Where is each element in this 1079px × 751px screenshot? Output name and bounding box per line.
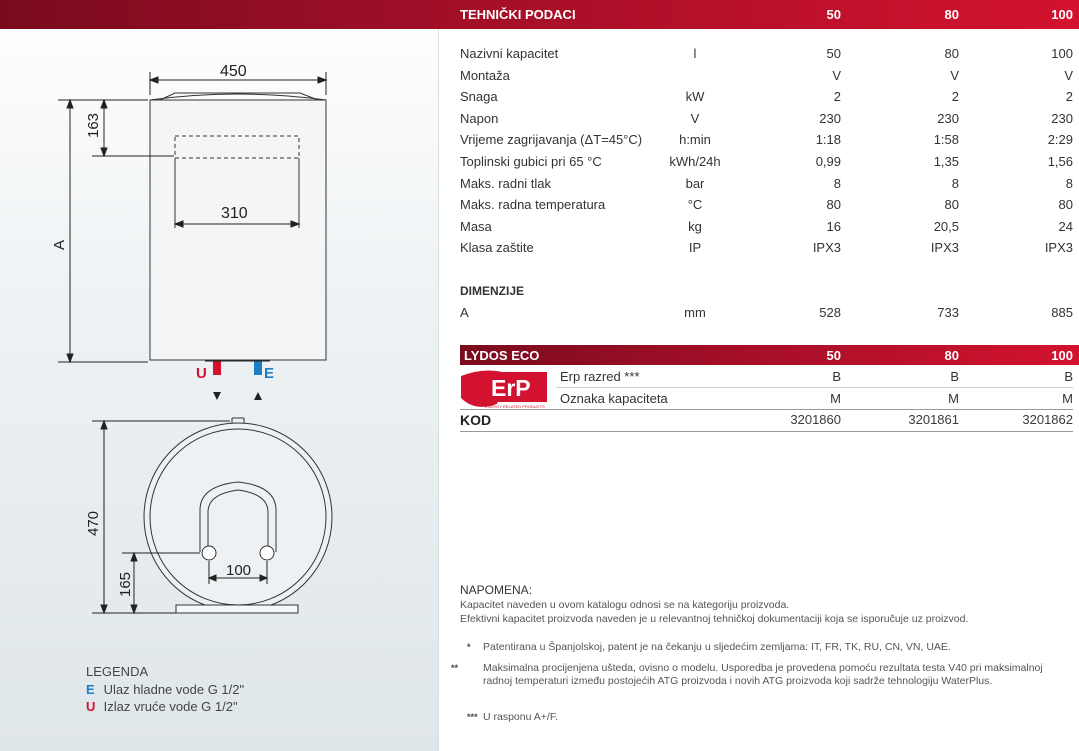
spec-name: Snaga <box>460 89 498 105</box>
dim-pipe-height: 165 <box>117 571 134 597</box>
spec-value-50: IPX3 <box>812 240 841 256</box>
dimension-row <box>460 303 1073 323</box>
spec-value-80: 230 <box>937 110 959 126</box>
capacity-row <box>560 389 1073 409</box>
lydos-col-100: 100 <box>1051 348 1073 363</box>
spec-name: Napon <box>460 110 499 126</box>
spec-row <box>460 44 1073 64</box>
spec-value-100: 2 <box>1065 89 1073 105</box>
spec-value-100: 8 <box>1065 175 1073 191</box>
kod-row <box>460 410 1073 432</box>
legend-letter-u: U <box>86 699 96 714</box>
drawing-panel <box>0 0 439 751</box>
spec-name: Maks. radni tlak <box>460 175 552 191</box>
spec-row <box>460 238 1073 258</box>
spec-row <box>460 87 1073 107</box>
technical-drawing <box>0 0 438 751</box>
spec-row <box>460 195 1073 215</box>
spec-value-50: V <box>832 67 841 83</box>
napomena-line1: Kapacitet naveden u ovom katalogu odnosi se na kategoriju proizvoda. <box>460 599 790 611</box>
spec-name: Vrijeme zagrijavanja (ΔT=45°C) <box>460 132 643 148</box>
footnote-2: ** Maksimalna procijenjena ušteda, ovisno o modelu. Usporedba je provedena pomoću rezultata testa V40 pri maksimalnoj radnoj temperaturi između postojećih ATG proizvoda i novih ATG proizvoda koji sadrže tehnologiju WaterPlus. <box>451 662 1043 687</box>
capacity-v1: M <box>830 391 841 406</box>
spec-value-100: 100 <box>1051 46 1073 61</box>
spec-value-100: 80 <box>1058 197 1073 213</box>
hot-water-pipe <box>213 361 221 375</box>
label-e: E <box>264 365 275 382</box>
pipe-left <box>202 546 216 560</box>
footnote-mark: * <box>467 642 471 652</box>
erp-v2: B <box>950 369 959 384</box>
bottom-view <box>144 418 332 613</box>
napomena-line2: Efektivni kapacitet proizvoda naveden je u relevantnoj tehničkoj dokumentaciji koja se isporučuje uz proizvod. <box>460 613 969 625</box>
spec-unit: kg <box>688 218 702 234</box>
spec-value-80: IPX3 <box>930 240 959 256</box>
spec-value-80: 1,35 <box>933 154 959 169</box>
spec-name: Masa <box>460 218 492 234</box>
dimension-v2: 733 <box>937 305 959 320</box>
legend-text-e: Ulaz hladne vode G 1/2" <box>103 682 245 697</box>
header-bar <box>0 0 1079 29</box>
spec-value-80: 8 <box>951 175 959 191</box>
legend-item-e <box>86 682 244 697</box>
header-col-80: 80 <box>944 7 959 22</box>
spec-row <box>460 174 1073 194</box>
spec-value-50: 1:18 <box>815 132 841 148</box>
spec-unit: kWh/24h <box>669 154 721 169</box>
spec-value-80: 80 <box>944 197 959 213</box>
dim-height: A <box>51 239 68 250</box>
spec-unit: bar <box>685 175 705 191</box>
dimensions-title: DIMENZIJE <box>460 284 525 298</box>
spec-row <box>460 109 1073 129</box>
napomena-title: NAPOMENA: <box>460 583 533 597</box>
lydos-title: LYDOS ECO <box>464 348 540 363</box>
arrow-up-icon <box>254 392 262 400</box>
footnote-mark: ** <box>451 663 459 673</box>
spec-value-100: 1,56 <box>1047 154 1073 169</box>
spec-row <box>460 66 1073 86</box>
spec-name: Toplinski gubici pri 65 °C <box>460 154 602 169</box>
divider <box>556 387 1073 388</box>
spec-value-50: 16 <box>826 218 841 234</box>
capacity-name: Oznaka kapaciteta <box>560 391 668 406</box>
dimension-v3: 885 <box>1051 305 1073 320</box>
spec-value-80: 80 <box>944 46 959 61</box>
spec-name: Nazivni kapacitet <box>460 46 559 61</box>
kod-v2: 3201861 <box>908 412 959 427</box>
spec-row <box>460 152 1073 172</box>
header-col-100: 100 <box>1051 7 1073 22</box>
spec-value-50: 80 <box>826 197 841 213</box>
front-view <box>150 93 326 360</box>
legend-letter-e: E <box>86 682 95 697</box>
spec-name: Klasa zaštite <box>460 240 534 256</box>
spec-row <box>460 217 1073 237</box>
label-u: U <box>196 365 207 382</box>
spec-value-80: 2 <box>951 89 959 105</box>
spec-name: Montaža <box>460 67 510 83</box>
spec-unit: kW <box>685 89 705 105</box>
legend-title: LEGENDA <box>86 664 149 679</box>
spec-value-80: V <box>950 67 959 83</box>
svg-text:ErP: ErP <box>491 375 531 401</box>
spec-value-50: 0,99 <box>815 154 841 169</box>
footnote-1: * Patentirana u Španjolskoj, patent je na čekanju u sljedećim zemljama: IT, FR, TK, RU, CN, VN, UAE. <box>467 641 951 653</box>
spec-value-50: 230 <box>819 110 841 126</box>
kod-v3: 3201862 <box>1022 412 1073 427</box>
capacity-v3: M <box>1062 391 1073 406</box>
spec-name: Maks. radna temperatura <box>460 197 606 213</box>
kod-v1: 3201860 <box>790 412 841 427</box>
spec-unit: °C <box>687 197 703 213</box>
cold-water-pipe <box>254 361 262 375</box>
spec-row <box>460 130 1073 150</box>
spec-value-100: IPX3 <box>1044 240 1073 256</box>
spec-unit: h:min <box>679 132 711 148</box>
kod-label: KOD <box>460 412 492 428</box>
spec-value-100: 24 <box>1058 218 1073 234</box>
dim-pipe-spacing: 100 <box>226 562 252 579</box>
lydos-bar <box>460 345 1079 365</box>
dim-width: 450 <box>220 63 247 80</box>
header-col-50: 50 <box>826 7 841 22</box>
divider <box>460 431 1073 432</box>
spec-value-100: 2:29 <box>1047 132 1073 148</box>
capacity-v2: M <box>948 391 959 406</box>
spec-value-50: 2 <box>833 89 841 105</box>
lydos-col-80: 80 <box>944 348 959 363</box>
erp-name: Erp razred *** <box>560 369 640 384</box>
erp-row <box>560 367 1073 387</box>
header-title: TEHNIČKI PODACI <box>460 7 576 22</box>
svg-text:ENERGY RELATED PRODUCTS: ENERGY RELATED PRODUCTS <box>485 404 545 409</box>
spec-value-50: 50 <box>826 46 841 61</box>
spec-unit: V <box>690 110 700 126</box>
footnote-mark: *** <box>467 712 478 722</box>
spec-value-100: V <box>1064 67 1073 83</box>
pipe-right <box>260 546 274 560</box>
dim-top: 163 <box>85 112 102 138</box>
erp-logo <box>457 368 549 410</box>
footnote-3: *** U rasponu A+/F. <box>467 711 559 723</box>
erp-v3: B <box>1064 369 1073 384</box>
legend-text-u: Izlaz vruće vode G 1/2" <box>103 699 238 714</box>
dimension-unit: mm <box>684 305 706 320</box>
legend-item-u <box>86 699 238 714</box>
dim-depth: 470 <box>85 510 102 536</box>
spec-value-100: 230 <box>1051 110 1073 126</box>
spec-value-50: 8 <box>833 175 841 191</box>
spec-unit: l <box>693 46 697 61</box>
spec-unit: IP <box>688 240 702 256</box>
spec-value-80: 20,5 <box>933 218 959 234</box>
spec-value-80: 1:58 <box>933 132 959 148</box>
dim-inner: 310 <box>221 205 248 222</box>
dimension-v1: 528 <box>819 305 841 320</box>
dimension-name: A <box>460 305 469 320</box>
arrow-down-icon <box>213 392 221 400</box>
lydos-col-50: 50 <box>826 348 841 363</box>
erp-v1: B <box>832 369 841 384</box>
